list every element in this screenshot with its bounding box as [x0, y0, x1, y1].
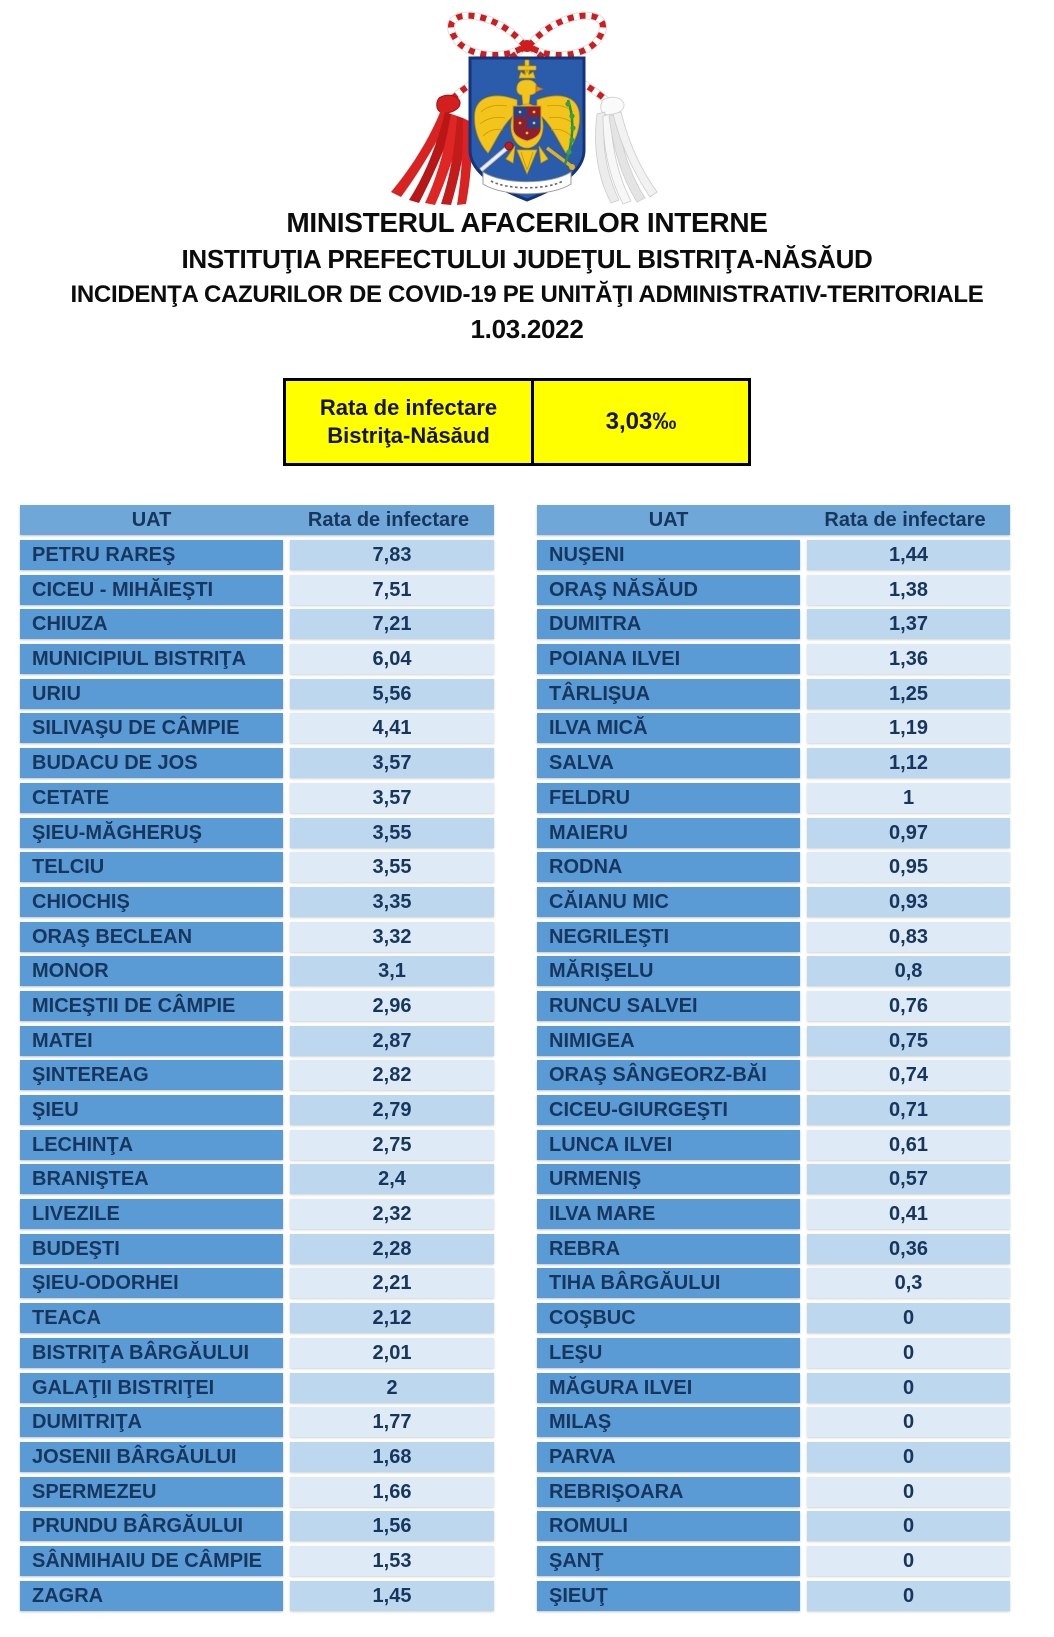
uat-name-cell: ROMULI	[537, 1511, 800, 1541]
table-row	[537, 575, 1010, 605]
table-row	[20, 783, 494, 813]
uat-name-cell: PARVA	[537, 1442, 800, 1472]
column-gap	[800, 540, 807, 570]
column-gap	[283, 1095, 290, 1125]
uat-name-cell: REBRIŞOARA	[537, 1477, 800, 1507]
table-row	[20, 1060, 494, 1090]
infection-rate-cell: 2,82	[290, 1060, 494, 1090]
table-row	[537, 991, 1010, 1021]
uat-name-cell: ORAŞ BECLEAN	[20, 922, 283, 952]
uat-name-cell: NIMIGEA	[537, 1026, 800, 1056]
uat-name-cell: BISTRIŢA BÂRGĂULUI	[20, 1338, 283, 1368]
column-gap	[283, 1026, 290, 1056]
uat-name-cell: RODNA	[537, 852, 800, 882]
infection-rate-cell: 1,12	[807, 748, 1010, 778]
red-tassel	[391, 95, 472, 205]
uat-name-cell: MAIERU	[537, 818, 800, 848]
inner-shield	[513, 106, 541, 141]
column-header-uat: UAT	[648, 509, 689, 531]
column-header-rate: Rata de infectare	[824, 509, 986, 531]
column-gap	[800, 1511, 807, 1541]
column-header-rate: Rata de infectare	[307, 509, 470, 531]
uat-name-cell: ILVA MICĂ	[537, 713, 800, 743]
table-row	[537, 679, 1010, 709]
uat-name-cell: TÂRLIŞUA	[537, 679, 800, 709]
uat-name-cell: TEACA	[20, 1303, 283, 1333]
table-row	[537, 748, 1010, 778]
infection-rate-cell: 0,8	[807, 956, 1010, 986]
infection-rate-cell: 0,71	[807, 1095, 1010, 1125]
table-row	[537, 609, 1010, 639]
uat-name-cell: TIHA BÂRGĂULUI	[537, 1268, 800, 1298]
infection-rate-cell: 0	[807, 1546, 1010, 1576]
column-gap	[283, 1130, 290, 1160]
table-row	[20, 1546, 494, 1576]
infection-rate-cell: 1,19	[807, 713, 1010, 743]
infection-rate-cell: 2,87	[290, 1026, 494, 1056]
table-row	[20, 1338, 494, 1368]
uat-name-cell: FELDRU	[537, 783, 800, 813]
column-gap	[800, 1581, 807, 1611]
infection-rate-cell: 0	[807, 1442, 1010, 1472]
infection-rate-cell: 7,21	[290, 609, 494, 639]
uat-name-cell: JOSENII BÂRGĂULUI	[20, 1442, 283, 1472]
uat-name-cell: ŞIEUŢ	[537, 1581, 800, 1611]
table-row	[537, 1199, 1010, 1229]
column-gap	[283, 1373, 290, 1403]
uat-name-cell: MĂGURA ILVEI	[537, 1373, 800, 1403]
column-gap	[800, 1130, 807, 1160]
column-gap	[283, 991, 290, 1021]
column-gap	[283, 1268, 290, 1298]
infection-rate-cell: 0	[807, 1581, 1010, 1611]
infection-rate-cell: 1,37	[807, 609, 1010, 639]
table-row	[20, 575, 494, 605]
column-gap	[800, 818, 807, 848]
table-row	[20, 818, 494, 848]
infection-rate-cell: 7,51	[290, 575, 494, 605]
infection-rate-cell: 0,41	[807, 1199, 1010, 1229]
uat-name-cell: POIANA ILVEI	[537, 644, 800, 674]
table-row	[20, 956, 494, 986]
column-gap	[283, 922, 290, 952]
column-gap	[800, 1546, 807, 1576]
table-row	[537, 1164, 1010, 1194]
column-gap	[283, 818, 290, 848]
uat-name-cell: SPERMEZEU	[20, 1477, 283, 1507]
infection-rate-cell: 1,68	[290, 1442, 494, 1472]
table-row	[537, 1511, 1010, 1541]
uat-name-cell: CICEU - MIHĂIEŞTI	[20, 575, 283, 605]
table-row	[20, 1511, 494, 1541]
column-gap	[283, 1442, 290, 1472]
column-gap	[283, 1199, 290, 1229]
table-row	[20, 1303, 494, 1333]
uat-name-cell: BRANIŞTEA	[20, 1164, 283, 1194]
table-row	[537, 713, 1010, 743]
table-row	[537, 1234, 1010, 1264]
table-row	[20, 1373, 494, 1403]
infection-rate-cell: 1,56	[290, 1511, 494, 1541]
table-row	[537, 644, 1010, 674]
column-gap	[283, 1581, 290, 1611]
uat-name-cell: MATEI	[20, 1026, 283, 1056]
uat-name-cell: COŞBUC	[537, 1303, 800, 1333]
table-row	[20, 609, 494, 639]
infection-rate-cell: 0,75	[807, 1026, 1010, 1056]
table-row	[20, 1407, 494, 1437]
table-row	[537, 1026, 1010, 1056]
column-gap	[283, 1164, 290, 1194]
infection-rate-cell: 2,79	[290, 1095, 494, 1125]
infection-rate-cell: 0,76	[807, 991, 1010, 1021]
column-gap	[283, 713, 290, 743]
shield	[470, 58, 584, 200]
column-gap	[800, 991, 807, 1021]
county-rate-label-line2: Bistriţa-Năsăud	[327, 423, 490, 448]
table-row	[20, 852, 494, 882]
infection-rate-cell: 0,95	[807, 852, 1010, 882]
infection-rate-cell: 4,41	[290, 713, 494, 743]
infection-rate-cell: 0	[807, 1407, 1010, 1437]
table-row	[537, 540, 1010, 570]
infection-rate-cell: 0	[807, 1303, 1010, 1333]
table-row	[20, 991, 494, 1021]
column-gap	[283, 1303, 290, 1333]
table-row	[537, 956, 1010, 986]
column-gap	[283, 644, 290, 674]
column-gap	[800, 1407, 807, 1437]
column-gap	[800, 644, 807, 674]
infection-rate-cell: 2,4	[290, 1164, 494, 1194]
column-gap	[800, 852, 807, 882]
column-gap	[283, 956, 290, 986]
county-rate-box	[283, 378, 751, 466]
infection-rate-cell: 2,21	[290, 1268, 494, 1298]
table-row	[20, 679, 494, 709]
infection-rate-cell: 2	[290, 1373, 494, 1403]
uat-name-cell: ILVA MARE	[537, 1199, 800, 1229]
table-header-row	[537, 505, 1010, 535]
column-gap	[283, 540, 290, 570]
table-row	[537, 852, 1010, 882]
infection-rate-cell: 1,38	[807, 575, 1010, 605]
uat-name-cell: ŞIEU-ODORHEI	[20, 1268, 283, 1298]
table-row	[537, 1442, 1010, 1472]
column-gap	[800, 1060, 807, 1090]
column-gap	[800, 1373, 807, 1403]
table-row	[537, 1060, 1010, 1090]
table-header-row	[20, 505, 494, 535]
column-gap	[800, 713, 807, 743]
uat-table-right	[537, 505, 1010, 1615]
infection-rate-cell: 2,96	[290, 991, 494, 1021]
uat-name-cell: BUDACU DE JOS	[20, 748, 283, 778]
uat-name-cell: NEGRILEŞTI	[537, 922, 800, 952]
column-gap	[800, 1199, 807, 1229]
column-gap	[800, 1026, 807, 1056]
table-row	[20, 887, 494, 917]
uat-name-cell: SÂNMIHAIU DE CÂMPIE	[20, 1546, 283, 1576]
infection-rate-cell: 0,83	[807, 922, 1010, 952]
document-header	[0, 207, 1054, 345]
column-gap	[800, 748, 807, 778]
table-row	[20, 540, 494, 570]
uat-table-left	[20, 505, 494, 1615]
column-gap	[800, 575, 807, 605]
uat-name-cell: LEŞU	[537, 1338, 800, 1368]
uat-name-cell: URIU	[20, 679, 283, 709]
table-row	[20, 922, 494, 952]
uat-name-cell: PETRU RAREŞ	[20, 540, 283, 570]
column-gap	[800, 1095, 807, 1125]
column-gap	[283, 748, 290, 778]
infection-rate-cell: 0	[807, 1477, 1010, 1507]
infection-rate-cell: 0,3	[807, 1268, 1010, 1298]
column-gap	[283, 783, 290, 813]
column-gap	[800, 1164, 807, 1194]
uat-name-cell: CICEU-GIURGEŞTI	[537, 1095, 800, 1125]
infection-rate-cell: 2,12	[290, 1303, 494, 1333]
table-row	[537, 1373, 1010, 1403]
coat-of-arms	[367, 0, 687, 210]
infection-rate-cell: 1,45	[290, 1581, 494, 1611]
uat-name-cell: URMENIŞ	[537, 1164, 800, 1194]
infection-rate-cell: 3,1	[290, 956, 494, 986]
table-row	[537, 783, 1010, 813]
infection-rate-cell: 2,32	[290, 1199, 494, 1229]
uat-name-cell: ŞANŢ	[537, 1546, 800, 1576]
table-row	[20, 1477, 494, 1507]
column-gap	[283, 575, 290, 605]
uat-name-cell: CETATE	[20, 783, 283, 813]
column-gap	[283, 1546, 290, 1576]
uat-name-cell: LUNCA ILVEI	[537, 1130, 800, 1160]
uat-name-cell: MILAŞ	[537, 1407, 800, 1437]
table-row	[537, 922, 1010, 952]
infection-rate-cell: 0,57	[807, 1164, 1010, 1194]
infection-rate-cell: 3,35	[290, 887, 494, 917]
uat-name-cell: DUMITRA	[537, 609, 800, 639]
white-tassel	[596, 97, 657, 204]
uat-name-cell: CHIUZA	[20, 609, 283, 639]
column-gap	[283, 887, 290, 917]
infection-rate-cell: 1,66	[290, 1477, 494, 1507]
uat-name-cell: LIVEZILE	[20, 1199, 283, 1229]
uat-name-cell: MĂRIŞELU	[537, 956, 800, 986]
infection-rate-cell: 0	[807, 1511, 1010, 1541]
infection-rate-cell: 3,55	[290, 852, 494, 882]
uat-name-cell: LECHINŢA	[20, 1130, 283, 1160]
table-row	[537, 1407, 1010, 1437]
county-rate-label	[286, 381, 534, 463]
column-gap	[800, 1477, 807, 1507]
infection-rate-cell: 3,57	[290, 783, 494, 813]
table-row	[537, 1338, 1010, 1368]
table-row	[20, 1095, 494, 1125]
uat-name-cell: GALAŢII BISTRIŢEI	[20, 1373, 283, 1403]
table-body	[537, 540, 1010, 1611]
uat-name-cell: SILIVAŞU DE CÂMPIE	[20, 713, 283, 743]
infection-rate-cell: 0,93	[807, 887, 1010, 917]
title-ministry: MINISTERUL AFACERILOR INTERNE	[286, 207, 768, 238]
infection-rate-cell: 2,75	[290, 1130, 494, 1160]
infection-rate-cell: 0	[807, 1338, 1010, 1368]
infection-rate-cell: 0	[807, 1373, 1010, 1403]
column-gap	[283, 1511, 290, 1541]
table-row	[20, 748, 494, 778]
column-gap	[800, 783, 807, 813]
uat-name-cell: ŞIEU	[20, 1095, 283, 1125]
uat-name-cell: MUNICIPIUL BISTRIŢA	[20, 644, 283, 674]
column-gap	[800, 887, 807, 917]
title-date: 1.03.2022	[470, 314, 584, 344]
table-row	[537, 1581, 1010, 1611]
infection-rate-cell: 1,36	[807, 644, 1010, 674]
uat-name-cell: BUDEŞTI	[20, 1234, 283, 1264]
column-gap	[800, 1338, 807, 1368]
infection-rate-cell: 0,74	[807, 1060, 1010, 1090]
table-row	[537, 1546, 1010, 1576]
table-row	[20, 1234, 494, 1264]
table-row	[537, 1477, 1010, 1507]
infection-rate-cell: 2,01	[290, 1338, 494, 1368]
infection-rate-cell: 1,44	[807, 540, 1010, 570]
uat-name-cell: ŞIEU-MĂGHERUŞ	[20, 818, 283, 848]
table-row	[20, 1199, 494, 1229]
table-row	[537, 1095, 1010, 1125]
table-row	[20, 1130, 494, 1160]
table-body	[20, 540, 494, 1611]
table-row	[537, 818, 1010, 848]
column-gap	[283, 1477, 290, 1507]
uat-name-cell: DUMITRIŢA	[20, 1407, 283, 1437]
table-row	[20, 713, 494, 743]
infection-rate-cell: 3,55	[290, 818, 494, 848]
infection-rate-cell: 7,83	[290, 540, 494, 570]
uat-name-cell: CĂIANU MIC	[537, 887, 800, 917]
table-row	[20, 1026, 494, 1056]
column-gap	[800, 609, 807, 639]
uat-name-cell: ŞINTEREAG	[20, 1060, 283, 1090]
table-row	[20, 644, 494, 674]
column-gap	[800, 922, 807, 952]
infection-rate-cell: 2,28	[290, 1234, 494, 1264]
column-gap	[800, 1234, 807, 1264]
title-institution: INSTITUŢIA PREFECTULUI JUDEŢUL BISTRIŢA-NĂSĂUD	[181, 244, 873, 274]
table-row	[20, 1164, 494, 1194]
uat-name-cell: RUNCU SALVEI	[537, 991, 800, 1021]
uat-name-cell: PRUNDU BÂRGĂULUI	[20, 1511, 283, 1541]
infection-rate-cell: 1	[807, 783, 1010, 813]
title-subject: INCIDENŢA CAZURILOR DE COVID-19 PE UNITĂŢI ADMINISTRATIV-TERITORIALE	[70, 281, 984, 308]
column-gap	[800, 1303, 807, 1333]
infection-rate-cell: 0,36	[807, 1234, 1010, 1264]
infection-rate-cell: 6,04	[290, 644, 494, 674]
column-gap	[283, 1338, 290, 1368]
uat-name-cell: MICEŞTII DE CÂMPIE	[20, 991, 283, 1021]
uat-name-cell: ORAŞ NĂSĂUD	[537, 575, 800, 605]
table-row	[537, 1268, 1010, 1298]
column-gap	[283, 1234, 290, 1264]
uat-name-cell: NUŞENI	[537, 540, 800, 570]
table-row	[537, 1303, 1010, 1333]
county-rate-label-line1: Rata de infectare	[319, 394, 498, 420]
uat-name-cell: SALVA	[537, 748, 800, 778]
infection-rate-cell: 3,57	[290, 748, 494, 778]
uat-name-cell: MONOR	[20, 956, 283, 986]
county-rate-value: 3,03‰	[605, 408, 677, 435]
column-gap	[800, 679, 807, 709]
column-gap	[283, 609, 290, 639]
column-gap	[283, 852, 290, 882]
column-header-uat: UAT	[131, 509, 172, 531]
column-gap	[800, 1442, 807, 1472]
infection-rate-cell: 1,53	[290, 1546, 494, 1576]
uat-name-cell: TELCIU	[20, 852, 283, 882]
infection-rate-cell: 0,97	[807, 818, 1010, 848]
uat-name-cell: CHIOCHIŞ	[20, 887, 283, 917]
column-gap	[283, 1060, 290, 1090]
infection-rate-cell: 0,61	[807, 1130, 1010, 1160]
uat-name-cell: ZAGRA	[20, 1581, 283, 1611]
table-row	[20, 1581, 494, 1611]
infection-rate-cell: 3,32	[290, 922, 494, 952]
infection-rate-cell: 1,25	[807, 679, 1010, 709]
table-row	[537, 1130, 1010, 1160]
infection-rate-cell: 1,77	[290, 1407, 494, 1437]
infection-rate-cell: 5,56	[290, 679, 494, 709]
table-row	[20, 1442, 494, 1472]
uat-name-cell: REBRA	[537, 1234, 800, 1264]
column-gap	[283, 679, 290, 709]
table-row	[20, 1268, 494, 1298]
column-gap	[800, 956, 807, 986]
column-gap	[283, 1407, 290, 1437]
column-gap	[800, 1268, 807, 1298]
uat-name-cell: ORAŞ SÂNGEORZ-BĂI	[537, 1060, 800, 1090]
table-row	[537, 887, 1010, 917]
